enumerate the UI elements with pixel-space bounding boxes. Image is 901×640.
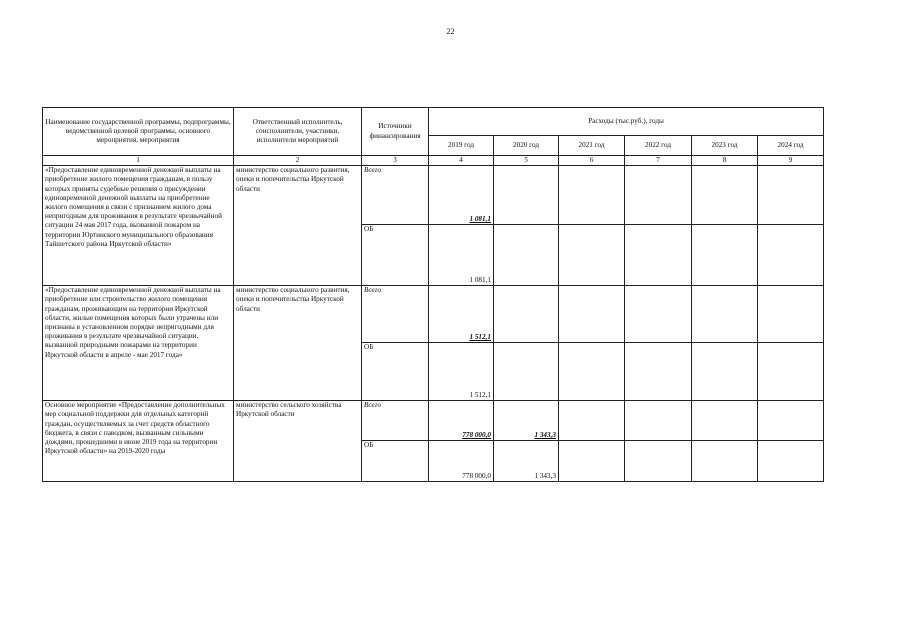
source-sub-label: ОБ — [362, 343, 429, 401]
event-name: «Предоставление единовременной денежной выплаты на приобретение или строительство жилого помещения гражданам, проживающим на территории Иркутской области, жилые помещения которых были утрачены или признаны в установленном порядке непригодными для проживания в результате чрезвычайной ситуации, вызванной природными пожарами на территории Иркутской области в апреле - мае 2017 года» — [43, 286, 234, 401]
value-cell: 778 000,0 — [429, 401, 494, 441]
value-cell — [625, 401, 692, 441]
value-cell — [494, 225, 559, 286]
value-cell — [758, 401, 824, 441]
value-cell — [625, 166, 692, 225]
value-cell: 1 512,1 — [429, 343, 494, 401]
value-cell — [692, 286, 758, 343]
value-cell — [758, 225, 824, 286]
header-year: 2023 год — [692, 136, 758, 156]
event-executor: министерство социального развития, опеки и попечительства Иркутской области — [234, 166, 362, 286]
header-source: Источники финансирования — [362, 108, 429, 156]
event-name: «Предоставление единовременной денежной выплаты на приобретение жилого помещения гражданам, в пользу которых приняты судебные решения о присуждении единовременной денежной выплаты на приобретение жилого помещения в связи с признанием жилого дома непригодным для проживания в результате чрезвычайной ситуации 24 мая 2017 года, вызванной пожаром на территории Юртинского муниципального образования Тайшетского района Иркутской области» — [43, 166, 234, 286]
value-cell — [692, 343, 758, 401]
value-cell — [692, 225, 758, 286]
value-cell — [494, 166, 559, 225]
value-cell — [494, 286, 559, 343]
value-cell — [559, 225, 625, 286]
column-number: 1 — [43, 156, 234, 166]
column-number: 6 — [559, 156, 625, 166]
table-row — [43, 401, 824, 441]
value-cell — [494, 343, 559, 401]
value-cell: 1 081,1 — [429, 225, 494, 286]
source-sub-label: ОБ — [362, 225, 429, 286]
table-row — [43, 286, 824, 343]
value-cell — [559, 343, 625, 401]
value-cell — [625, 286, 692, 343]
event-executor: министерство сельского хозяйства Иркутской области — [234, 401, 362, 482]
value-cell — [692, 401, 758, 441]
header-year: 2021 год — [559, 136, 625, 156]
value-cell — [692, 166, 758, 225]
value-cell: 1 343,3 — [494, 441, 559, 482]
value-cell — [758, 166, 824, 225]
header-year: 2022 год — [625, 136, 692, 156]
value-cell: 1 081,1 — [429, 166, 494, 225]
column-number: 8 — [692, 156, 758, 166]
column-number: 4 — [429, 156, 494, 166]
column-number: 9 — [758, 156, 824, 166]
expenses-table — [42, 107, 824, 482]
header-year: 2020 год — [494, 136, 559, 156]
value-cell — [625, 441, 692, 482]
header-executor: Ответственный исполнитель, соисполнители, участники, исполнители мероприятий — [234, 108, 362, 156]
column-number: 5 — [494, 156, 559, 166]
header-year: 2019 год — [429, 136, 494, 156]
page-number: 22 — [446, 27, 455, 36]
value-cell — [758, 343, 824, 401]
value-cell — [559, 401, 625, 441]
source-total-label: Всего — [362, 286, 429, 343]
value-cell — [692, 441, 758, 482]
column-number: 3 — [362, 156, 429, 166]
table-row — [43, 166, 824, 225]
header-name: Наименование государственной программы, подпрограммы, ведомственной целевой программы, основного мероприятия, мероприятия — [43, 108, 234, 156]
column-number: 2 — [234, 156, 362, 166]
value-cell — [559, 441, 625, 482]
value-cell — [758, 286, 824, 343]
column-number: 7 — [625, 156, 692, 166]
value-cell — [758, 441, 824, 482]
value-cell — [559, 166, 625, 225]
header-year: 2024 год — [758, 136, 824, 156]
event-executor: министерство социального развития, опеки и попечительства Иркутской области — [234, 286, 362, 401]
value-cell — [625, 343, 692, 401]
value-cell: 1 343,3 — [494, 401, 559, 441]
value-cell: 778 000,0 — [429, 441, 494, 482]
header-expenses: Расходы (тыс.руб.), годы — [429, 108, 824, 136]
source-total-label: Всего — [362, 166, 429, 225]
source-total-label: Всего — [362, 401, 429, 441]
source-sub-label: ОБ — [362, 441, 429, 482]
value-cell: 1 512,1 — [429, 286, 494, 343]
event-name: Основное мероприятие «Предоставление дополнительных мер социальной поддержки для отдельных категорий граждан, осуществляемых за счет средств областного бюджета, в связи с паводком, вызванным сильными дождями, прошедшими в июне 2019 года на территории Иркутской области» на 2019-2020 годы — [43, 401, 234, 482]
value-cell — [625, 225, 692, 286]
value-cell — [559, 286, 625, 343]
